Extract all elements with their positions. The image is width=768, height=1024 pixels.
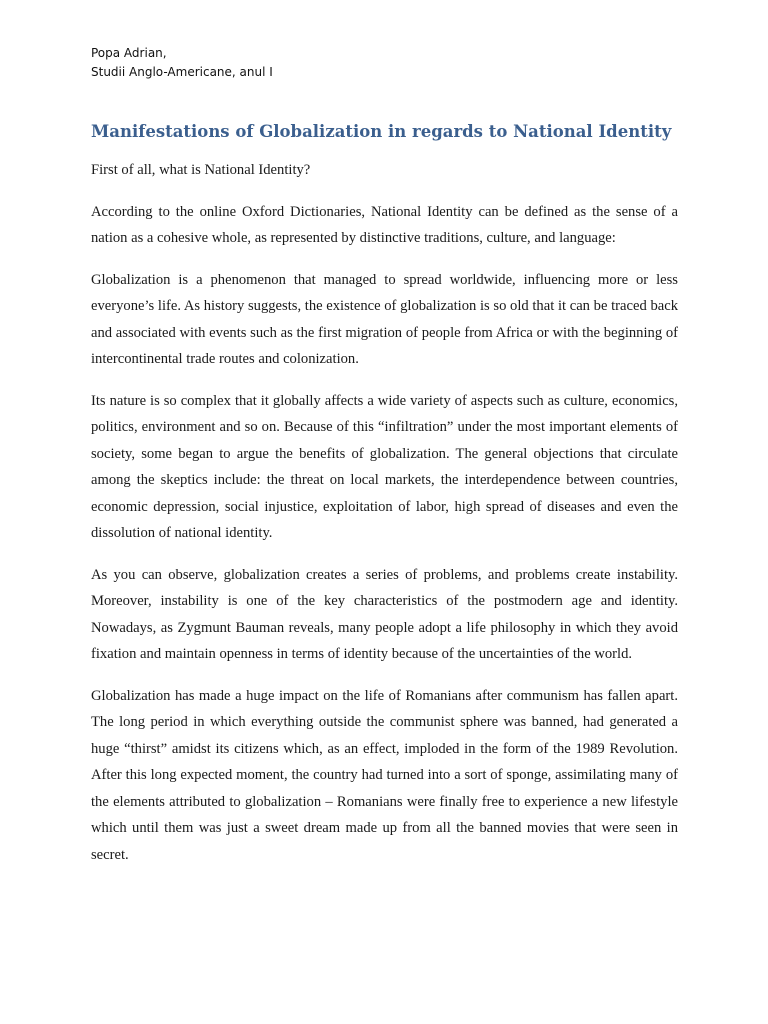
document-title: Manifestations of Globalization in regards to National Identity — [91, 122, 672, 141]
paragraph: Globalization has made a huge impact on the life of Romanians after communism has fallen apart. The long period in which everything outside the communist sphere was banned, had generated a huge “thirst” amidst its citizens which, as an effect, imploded in the form of the 1989 Revolution. After this long expected moment, the country had turned into a sort of sponge, assimilating many of the elements attributed to globalization – Romanians were finally free to experience a new lifestyle which until them was just a sweet dream made up from all the banned movies that were seen in secret. — [91, 687, 678, 863]
paragraph: Globalization is a phenomenon that managed to spread worldwide, influencing more or less everyone’s life. As history suggests, the existence of globalization is so old that it can be traced back and associated with events such as the first migration of people from Africa or with the beginning of intercontinental trade routes and colonization. — [91, 271, 678, 367]
paragraph: First of all, what is National Identity? — [91, 162, 311, 178]
document-body — [91, 157, 678, 883]
author-name: Popa Adrian, — [91, 46, 167, 60]
author-course: Studii Anglo-Americane, anul I — [91, 65, 273, 79]
paragraph: According to the online Oxford Dictionaries, National Identity can be defined as the sense of a nation as a cohesive whole, as represented by distinctive traditions, culture, and language: — [91, 203, 678, 246]
author-block — [91, 44, 273, 82]
paragraph: As you can observe, globalization creates a series of problems, and problems create instability. Moreover, instability is one of the key characteristics of the postmodern age and identity. Nowadays, as Zygmunt Bauman reveals, many people adopt a life philosophy in which they avoid fixation and maintain openness in terms of identity because of the uncertainties of the world. — [91, 566, 678, 662]
paragraph: Its nature is so complex that it globally affects a wide variety of aspects such as culture, economics, politics, environment and so on. Because of this “infiltration” under the most important elements of society, some began to argue the benefits of globalization. The general objections that circulate among the skeptics include: the threat on local markets, the interdependence between countries, economic depression, social injustice, exploitation of labor, high spread of diseases and even the dissolution of national identity. — [91, 392, 678, 541]
